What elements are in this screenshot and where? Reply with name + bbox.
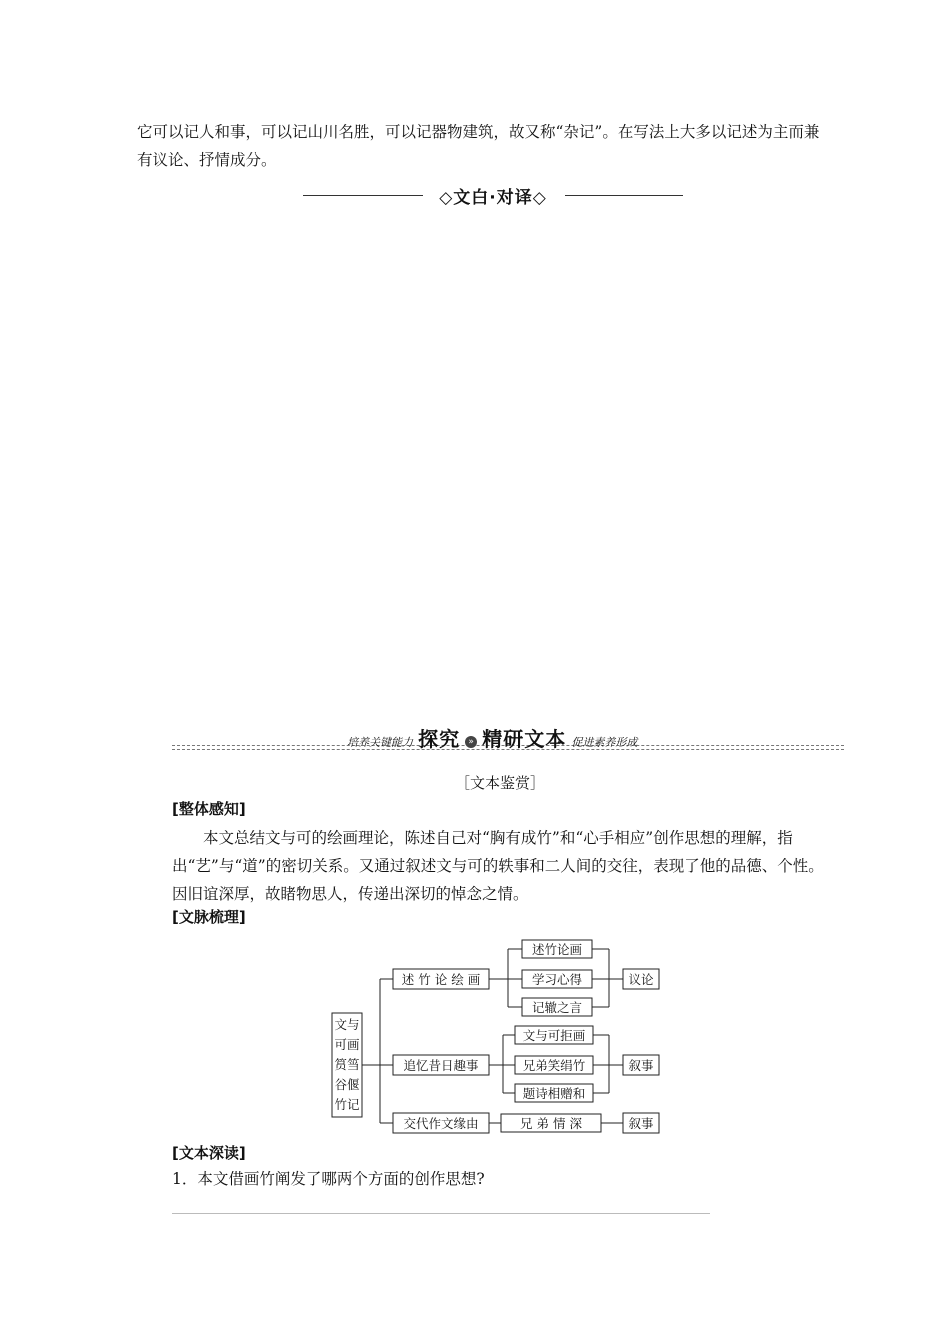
branch3-leaf: 兄 弟 情 深	[520, 1116, 582, 1131]
arrow-icon: »	[465, 736, 477, 748]
branch3-result: 叙事	[628, 1116, 654, 1131]
branch1-label: 述 竹 论 绘 画	[401, 972, 481, 987]
appreciation-label: ［文本鉴赏］	[454, 774, 545, 792]
branch2-result: 叙事	[628, 1058, 654, 1073]
overall-label: [整体感知]	[172, 800, 246, 818]
structure-diagram	[325, 937, 695, 1137]
banner-title-explore: 探究	[418, 727, 461, 751]
root-line-4: 谷偃	[334, 1077, 360, 1092]
intro-paragraph: 它可以记人和事，可以记山川名胜，可以记器物建筑，故又称“杂记”。在写法上大多以记述为主而兼有议论、抒情成分。	[137, 123, 820, 169]
section-banner	[172, 723, 844, 755]
branch1-leaf-2: 学习心得	[531, 972, 583, 987]
answer-line	[172, 1213, 710, 1214]
branch1-leaf-1: 述竹论画	[531, 942, 583, 957]
root-line-2: 可画	[334, 1037, 360, 1052]
branch2-leaf-2: 兄弟笑绢竹	[522, 1058, 586, 1073]
branch2-leaf-1: 文与可拒画	[522, 1028, 586, 1043]
banner-right-caption: 促进素养形成	[571, 736, 638, 749]
branch1-leaf-3: 记辙之言	[531, 1000, 583, 1015]
banner-title-study: 精研文本	[482, 727, 567, 751]
section-title: ◇文白·对译◇	[439, 188, 547, 208]
section-title-bar	[303, 183, 683, 209]
banner-left-caption: 培养关键能力	[347, 736, 413, 749]
branch3-label: 交代作文缘由	[403, 1116, 479, 1131]
root-line-3: 筼筜	[334, 1057, 360, 1072]
question-1: 1．本文借画竹阐发了哪两个方面的创作思想?	[172, 1170, 485, 1188]
root-line-1: 文与	[334, 1017, 360, 1032]
branch1-result: 议论	[628, 972, 654, 987]
deep-reading-label: [文本深读]	[172, 1144, 246, 1162]
root-line-5: 竹记	[334, 1097, 360, 1112]
branch2-leaf-3: 题诗相赠和	[522, 1086, 586, 1101]
structure-label: [文脉梳理]	[172, 908, 246, 926]
branch2-label: 追忆昔日趣事	[403, 1058, 479, 1073]
overall-paragraph: 本文总结文与可的绘画理论，陈述自己对“胸有成竹”和“心手相应”创作思想的理解，指出“艺”与“道”的密切关系。又通过叙述文与可的轶事和二人间的交往，表现了他的品德、个性。因旧谊深厚，故睹物思人，传递出深切的悼念之情。	[172, 829, 824, 903]
